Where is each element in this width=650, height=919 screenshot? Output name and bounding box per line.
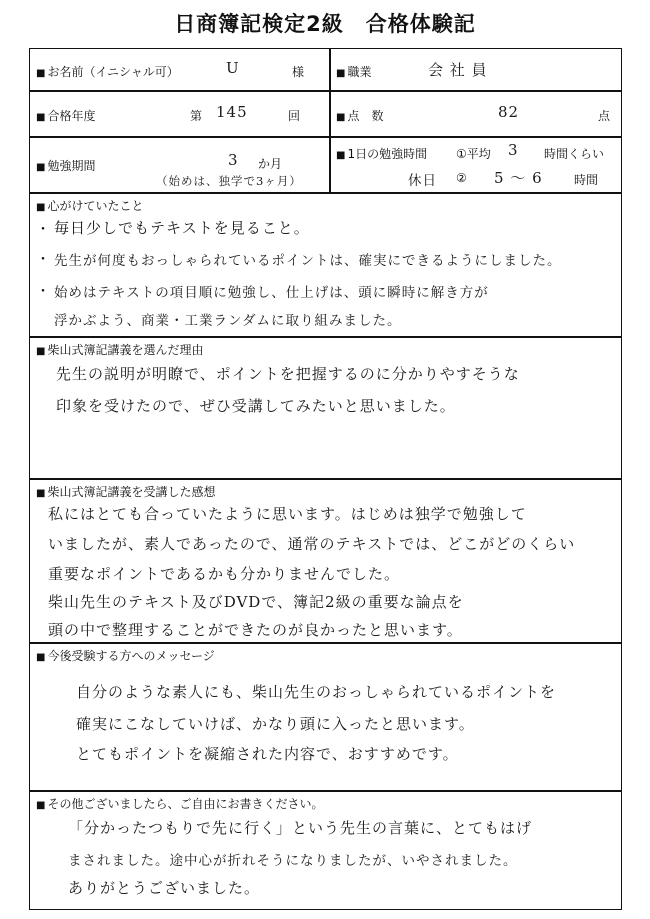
daily-holiday-suffix: 時間 — [574, 173, 599, 187]
daily-holiday-value: 5 ～ 6 — [494, 169, 543, 187]
efforts-line-3: 始めはテキストの項目順に勉強し、仕上げは、頭に瞬時に解き方が — [54, 285, 489, 301]
daily-avg-suffix: 時間くらい — [544, 147, 605, 161]
name-cell — [29, 48, 331, 92]
job-value: 会 社 員 — [428, 61, 488, 79]
reason-line-2: 印象を受けたので、ぜひ受講してみたいと思いました。 — [56, 397, 456, 415]
daily-avg-value: 3 — [508, 141, 519, 159]
year-cell — [29, 90, 331, 138]
score-label: ■ 点 数 — [336, 107, 383, 124]
job-label: ■ 職業 — [336, 63, 371, 80]
other-line-3: ありがとうございました。 — [68, 879, 261, 897]
reason-line-1: 先生の説明が明瞭で、ポイントを把握するのに分かりやすそうな — [56, 365, 520, 383]
bullet-mark: ・ — [36, 284, 50, 300]
period-label: ■ 勉強期間 — [36, 157, 95, 174]
section-efforts — [29, 192, 622, 338]
efforts-line-4: 浮かぶよう、商業・工業ランダムに取り組みました。 — [54, 313, 402, 329]
daily-holiday-marker: ② — [456, 171, 467, 185]
impression-label: ■ 柴山式簿記講義を受講した感想 — [36, 483, 215, 500]
daily-label: ■ 1日の勉強時間 — [336, 145, 427, 162]
daily-avg-marker: ①平均 — [456, 147, 491, 161]
section-impression — [29, 478, 622, 644]
message-label: ■ 今後受験する方へのメッセージ — [36, 647, 215, 664]
other-label: ■ その他ございましたら、ご自由にお書きください。 — [36, 795, 323, 812]
daily-cell — [329, 136, 622, 194]
message-line-3: とてもポイントを凝縮された内容で、おすすめです。 — [76, 745, 459, 763]
impression-line-4: 柴山先生のテキスト及びDVDで、簿記2級の重要な論点を — [48, 593, 464, 611]
score-value: 82 — [498, 103, 520, 121]
impression-line-1: 私にはとても合っていたように思います。はじめは独学で勉強して — [48, 505, 527, 523]
bullet-mark: ・ — [36, 222, 50, 238]
section-message — [29, 642, 622, 792]
other-line-1: 「分かったつもりで先に行く」という先生の言葉に、とてもはげ — [68, 819, 533, 837]
period-suffix: か月 — [258, 157, 283, 171]
job-cell — [329, 48, 622, 92]
period-cell — [29, 136, 331, 194]
section-other — [29, 790, 622, 910]
efforts-line-1: 毎日少しでもテキストを見ること。 — [54, 219, 310, 237]
page-title: 日商簿記検定2級 合格体験記 — [174, 12, 476, 36]
score-suffix: 点 — [598, 109, 611, 123]
year-label: ■ 合格年度 — [36, 107, 95, 124]
name-value: U — [226, 59, 240, 77]
bullet-mark: ・ — [36, 252, 50, 268]
efforts-line-2: 先生が何度もおっしゃられているポイントは、確実にできるようにしました。 — [54, 253, 562, 269]
year-prefix: 第 — [190, 109, 203, 123]
other-line-2: まされました。途中心が折れそうになりましたが、いやされました。 — [68, 853, 518, 869]
impression-line-5: 頭の中で整理することができたのが良かったと思います。 — [48, 621, 463, 639]
year-value: 145 — [216, 103, 248, 121]
period-note: （始めは、独学で3ヶ月） — [156, 174, 302, 188]
impression-line-3: 重要なポイントであるかも分かりませんでした。 — [48, 565, 401, 583]
efforts-label: ■ 心がけていたこと — [36, 197, 143, 214]
impression-line-2: いましたが、素人であったので、通常のテキストでは、どこがどのくらい — [48, 535, 576, 553]
score-cell — [329, 90, 622, 138]
message-line-1: 自分のような素人にも、柴山先生のおっしゃられているポイントを — [76, 683, 557, 701]
reason-label: ■ 柴山式簿記講義を選んだ理由 — [36, 341, 203, 358]
name-suffix: 様 — [292, 65, 305, 79]
period-value: 3 — [228, 151, 239, 169]
daily-holiday-label: 休日 — [408, 173, 437, 189]
message-line-2: 確実にこなしていけば、かなり頭に入ったと思います。 — [76, 715, 475, 733]
section-reason — [29, 336, 622, 480]
name-label: ■ お名前（イニシャル可） — [36, 63, 179, 80]
year-suffix: 回 — [288, 109, 301, 123]
